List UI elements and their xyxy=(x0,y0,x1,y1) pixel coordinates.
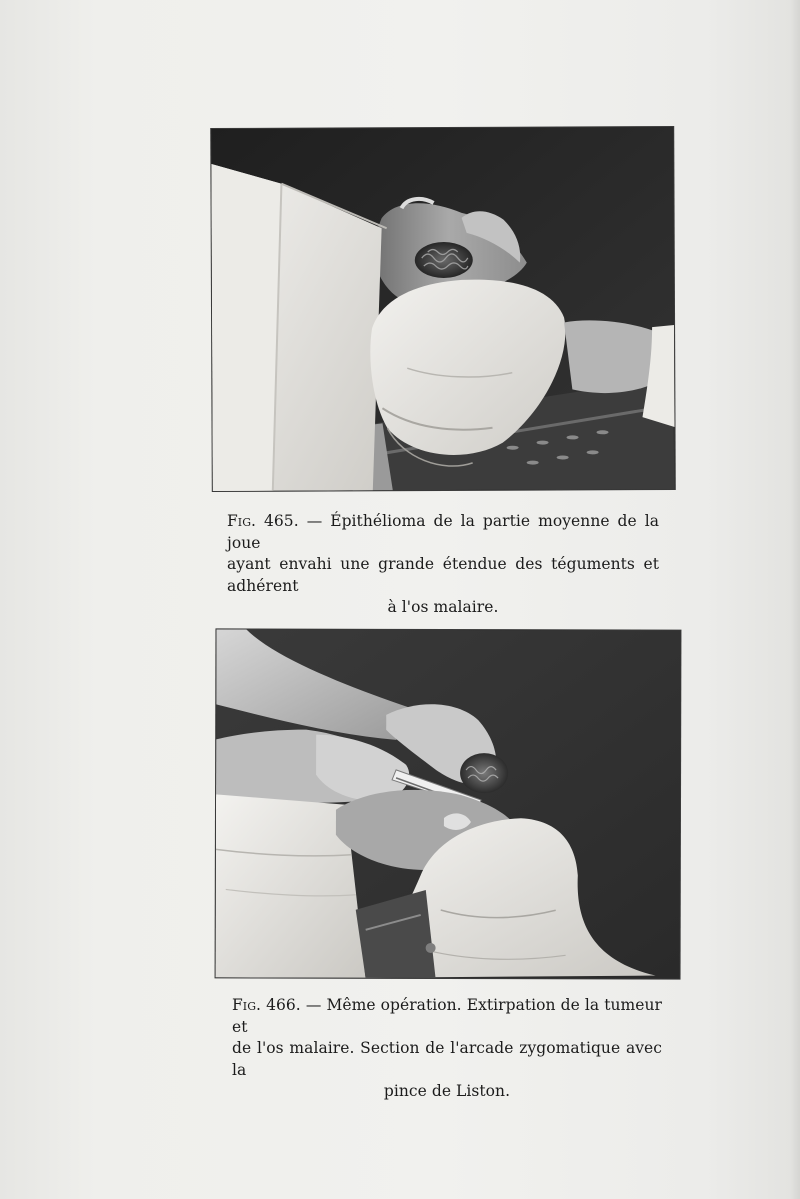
caption-465-line-2: ayant envahi une grande étendue des téguments et adhérent xyxy=(227,555,659,595)
caption-465-line-3: à l'os malaire. xyxy=(387,598,499,616)
figure-466-label: Fig. 466. xyxy=(232,996,301,1014)
caption-466-line-3: pince de Liston. xyxy=(383,1082,511,1100)
figure-465-caption xyxy=(227,511,659,619)
figure-465-photo xyxy=(211,127,675,491)
caption-466-text-1: — Même opération. Extirpation de la tumeur et xyxy=(232,996,663,1036)
figure-465-label: Fig. 465. xyxy=(227,512,299,530)
figure-465-illustration xyxy=(211,127,675,491)
caption-465-text-1: — Épithélioma de la partie moyenne de la joue xyxy=(227,512,660,552)
caption-466-line-1 xyxy=(232,995,662,1038)
caption-466-line-2: de l'os malaire. Section de l'arcade zygomatique avec la xyxy=(232,1039,662,1079)
figure-466-illustration xyxy=(216,629,681,978)
page-edge-shadow xyxy=(790,0,800,1199)
figure-466-photo xyxy=(216,629,681,978)
figure-466-caption xyxy=(232,995,662,1103)
caption-465-line-1 xyxy=(227,511,659,554)
